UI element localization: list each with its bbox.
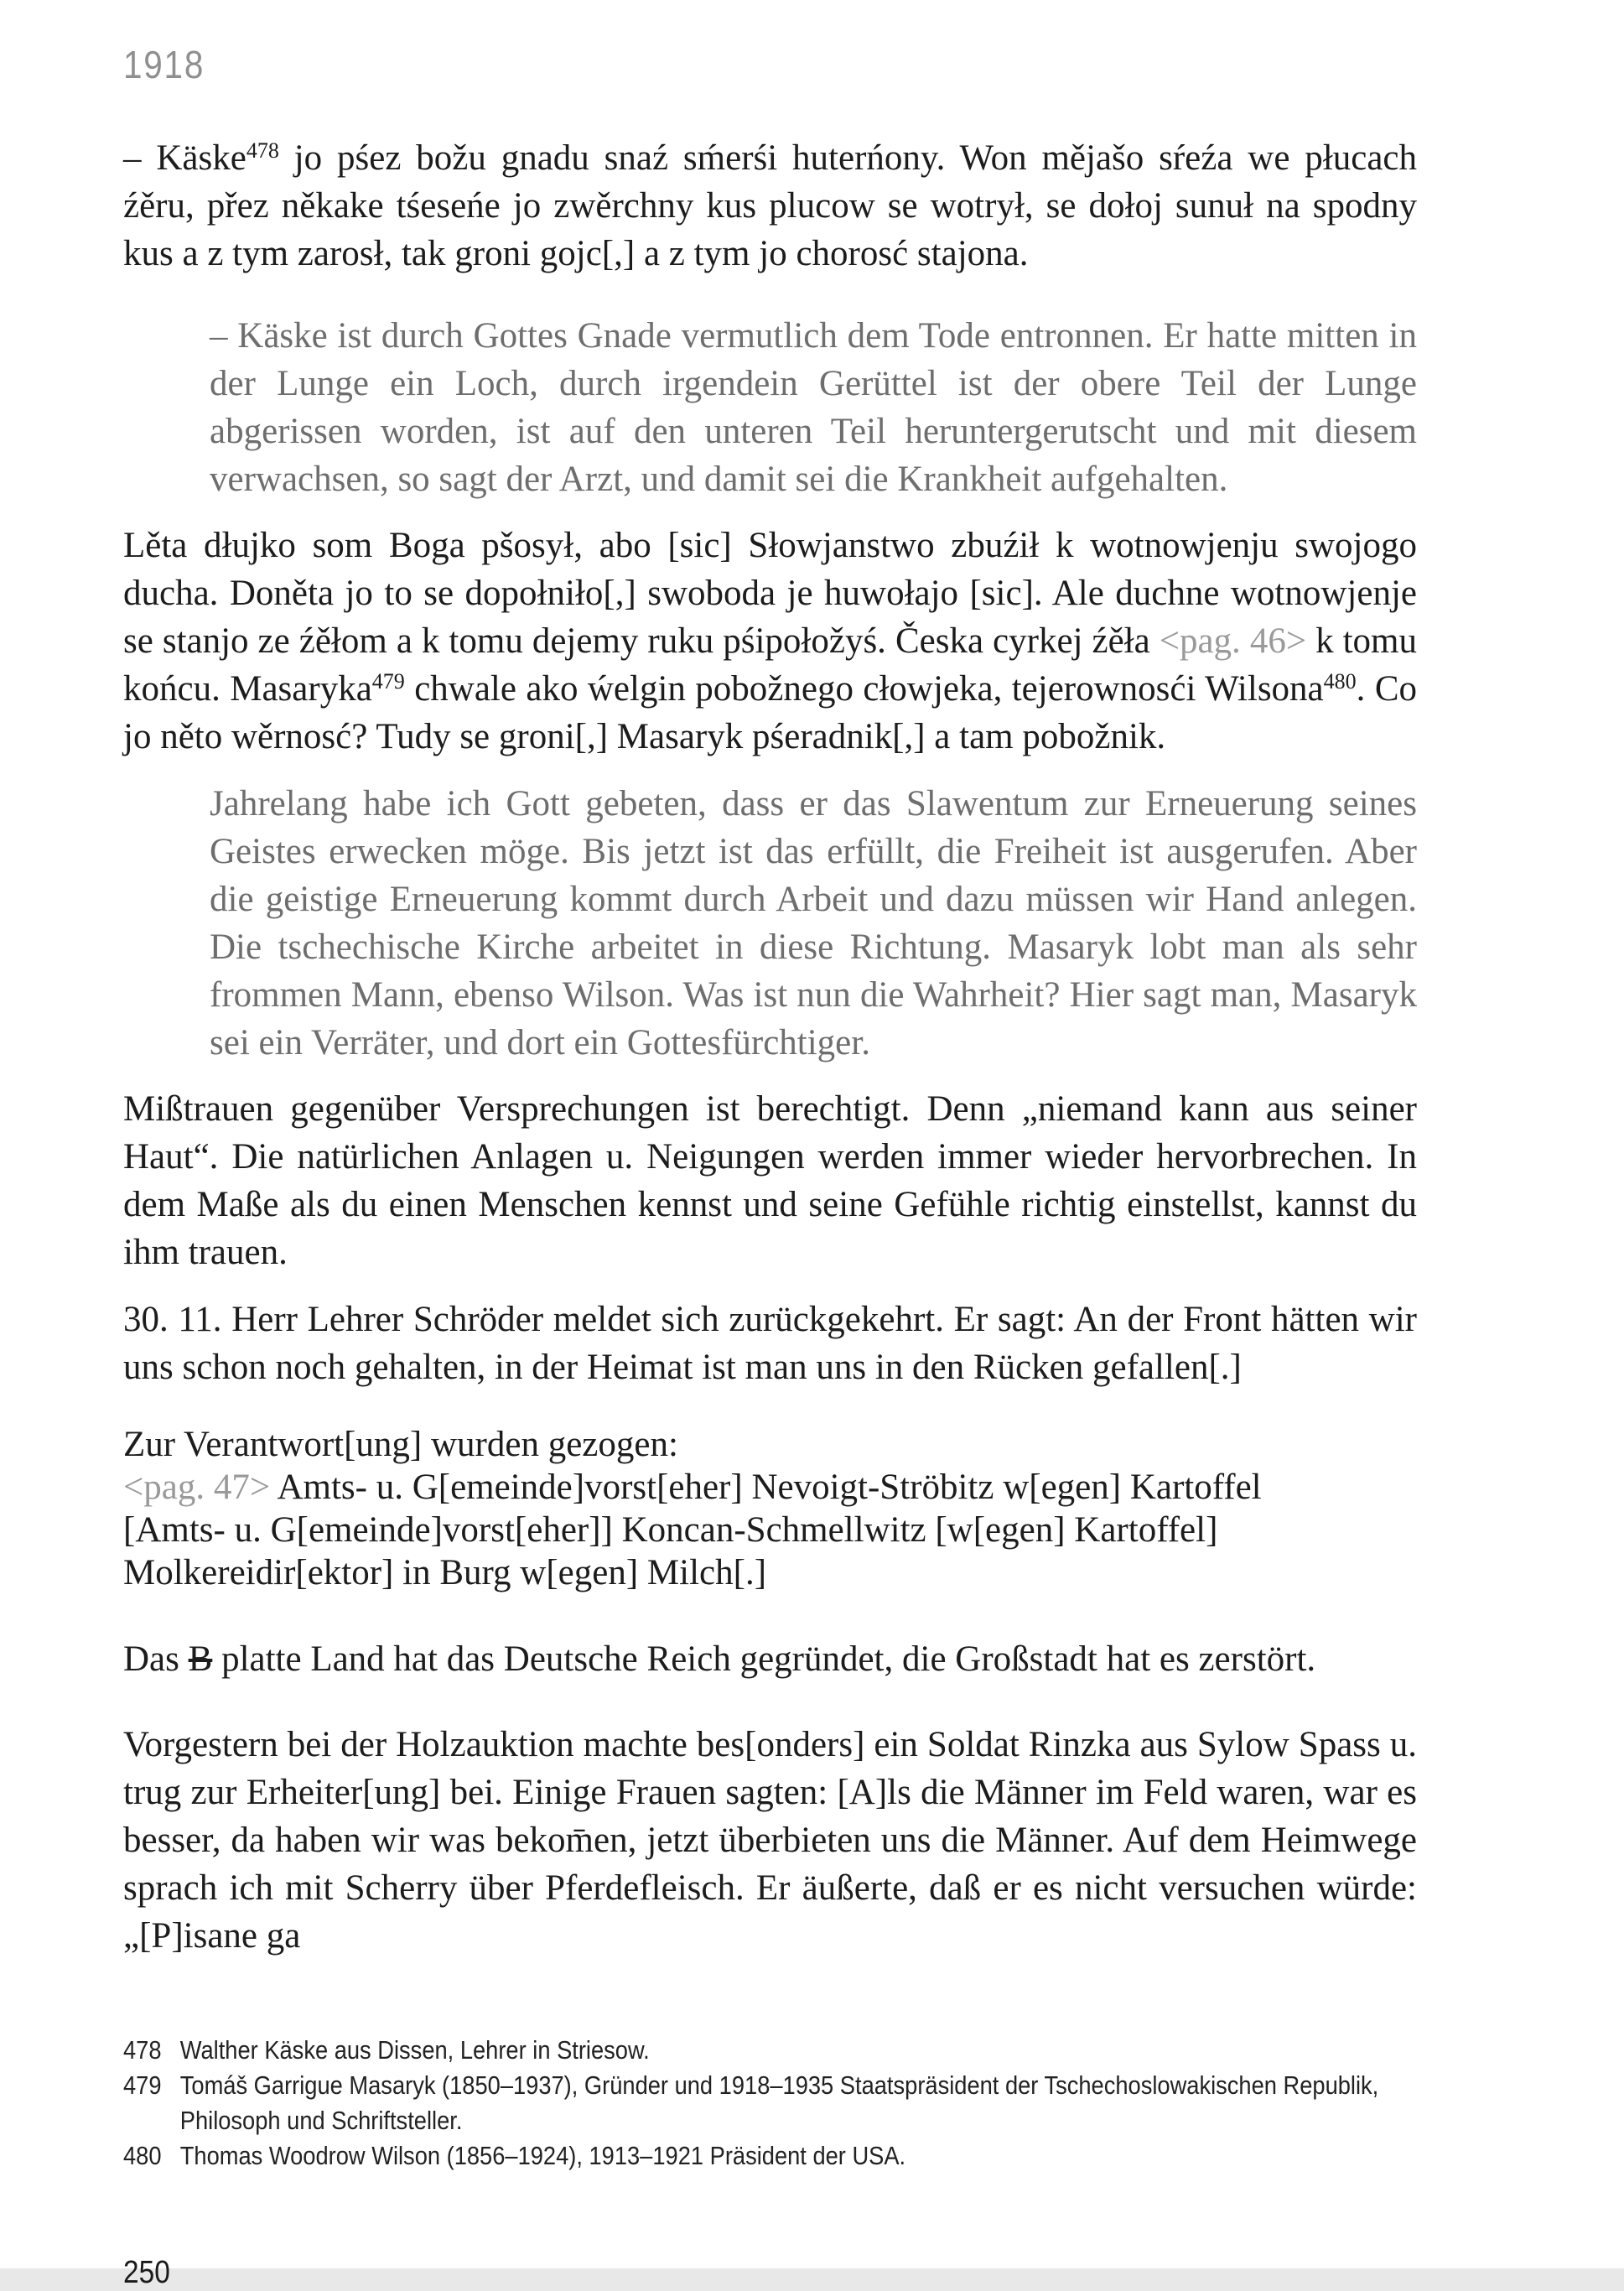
list-line: [Amts- u. G[emeinde]vorst[eher]] Koncan-Schmellwitz [w[egen] Kartoffel] (123, 1510, 1218, 1550)
struck-letter: B (188, 1639, 213, 1679)
paragraph-text: k tomu końcu. Masaryka (123, 621, 1417, 709)
page-number: 250 (123, 2255, 170, 2290)
paragraph-german-30-11: 30. 11. Herr Lehrer Schröder meldet sich zurückgekehrt. Er sagt: An der Front hätten wir uns schon noch gehalten, in der Heimat ist man uns in den Rücken gefallen[.] (123, 1300, 1417, 1387)
paragraph-text: Das (123, 1639, 189, 1679)
paragraph-german-plattes-land (123, 1635, 1417, 1683)
paragraph-text: platte Land hat das Deutsche Reich gegründet, die Großstadt hat es zerstört. (212, 1639, 1316, 1679)
blockquote-german-1: – Käske ist durch Gottes Gnade vermutlich dem Tode entronnen. Er hatte mitten in der Lunge ein Loch, durch irgendein Gerüttel ist der obere Teil der Lunge abgerissen worden, ist auf den unteren Teil heruntergerutscht und mit diesem verwachsen, so sagt der Arzt, und damit sei die Krankheit aufgehalten. (210, 316, 1417, 499)
paragraph-text: Lěta dłujko som Boga pšosył, abo [sic] Słowjanstwo zbuźił k wotnowjenju swojogo ducha. Doněta jo to se dopołniło[,] swoboda je huwołajo [sic]. Ale duchne wotnowjenje se stanjo ze źěłom a k tomu dejemy ruku pśipołožyś. Česka cyrkej źěła (123, 526, 1417, 661)
paragraph-german-verantwortung (123, 1423, 1417, 1594)
list-line: Zur Verantwort[ung] wurden gezogen: (123, 1425, 678, 1464)
list-line: Molkereidir[ektor] in Burg w[egen] Milch[.] (123, 1553, 767, 1592)
paragraph-sorbian-1 (123, 134, 1417, 278)
footnote-ref-479: 479 (371, 668, 405, 694)
paragraph-text: chwale ako ẃelgin pobožnego cłowjeka, tejerownosći Wilsona (404, 669, 1324, 709)
pag-marker-47: <pag. 47> (123, 1468, 271, 1507)
footnotes-section (123, 2033, 1417, 2174)
pag-marker-46: <pag. 46> (1159, 621, 1307, 661)
footnote-text: Tomáš Garrigue Masaryk (1850–1937), Gründer und 1918–1935 Staatspräsident der Tschechoslowakischen Republik, Philosoph und Schriftsteller. (179, 2070, 1379, 2135)
paragraph-text: . Co jo něto wěrnosć? Tudy se groni[,] Masaryk pśeradnik[,] a tam pobožnik. (123, 669, 1417, 756)
footnote-text: Walther Käske aus Dissen, Lehrer in Striesow. (179, 2035, 650, 2065)
footnote-ref-478: 478 (246, 138, 279, 163)
footnote-number: 480 (123, 2141, 162, 2170)
footnote-text: Thomas Woodrow Wilson (1856–1924), 1913–1921 Präsident der USA. (179, 2141, 906, 2170)
paragraph-german-holzauktion: Vorgestern bei der Holzauktion machte bes[onders] ein Soldat Rinzka aus Sylow Spass u. trug zur Erheiter[ung] bei. Einige Frauen sagten: [A]ls die Männer im Feld waren, war es besser, da haben wir was bekom̄en, jetzt überbieten uns die Männer. Auf dem Heimwege sprach ich mit Scherry über Pferdefleisch. Er äußerte, daß er es nicht versuchen würde: „[P]isane ga (123, 1725, 1417, 1956)
paragraph-text: – Käske (123, 138, 246, 178)
blockquote-german-2: Jahrelang habe ich Gott gebeten, dass er das Slawentum zur Erneuerung seines Geistes erwecken möge. Bis jetzt ist das erfüllt, die Freiheit ist ausgerufen. Aber die geistige Erneuerung kommt durch Arbeit und dazu müssen wir Hand anlegen. Die tschechische Kirche arbeitet in diese Richtung. Masaryk lobt man als sehr frommen Mann, ebenso Wilson. Was ist nun die Wahrheit? Hier sagt man, Masaryk sei ein Verräter, und dort ein Gottesfürchtiger. (210, 784, 1417, 1062)
text-column (123, 0, 1417, 2291)
paragraph-text: jo pśez božu gnadu snaź sḿerśi huterńony. Won mějašo sŕeźa we płucach źěru, přez někake tśeseńe jo zwěrchny kus plucow se wotrył, se dołoj sunuł na spodny kus a z tym zarosł, tak groni gojc[,] a z tym jo chorosć stajona. (123, 138, 1417, 273)
footnote-ref-480: 480 (1323, 668, 1357, 694)
footnote-478 (123, 2033, 1417, 2068)
footnote-480 (123, 2138, 1417, 2174)
list-line-text: Amts- u. G[emeinde]vorst[eher] Nevoigt-Ströbitz w[egen] Kartoffel (270, 1468, 1262, 1507)
list-line (123, 1466, 1417, 1509)
footnote-number: 479 (123, 2070, 162, 2100)
paragraph-german-misstrauen: Mißtrauen gegenüber Versprechungen ist berechtigt. Denn „niemand kann aus seiner Haut“. Die natürlichen Anlagen u. Neigungen werden immer wieder hervorbrechen. In dem Maße als du einen Menschen kennst und seine Gefühle richtig einstellst, kannst du ihm trauen. (123, 1089, 1417, 1272)
footnote-479 (123, 2068, 1417, 2138)
paragraph-sorbian-2 (123, 522, 1417, 761)
footnote-number: 478 (123, 2035, 162, 2065)
page-header-year: 1918 (123, 43, 205, 86)
